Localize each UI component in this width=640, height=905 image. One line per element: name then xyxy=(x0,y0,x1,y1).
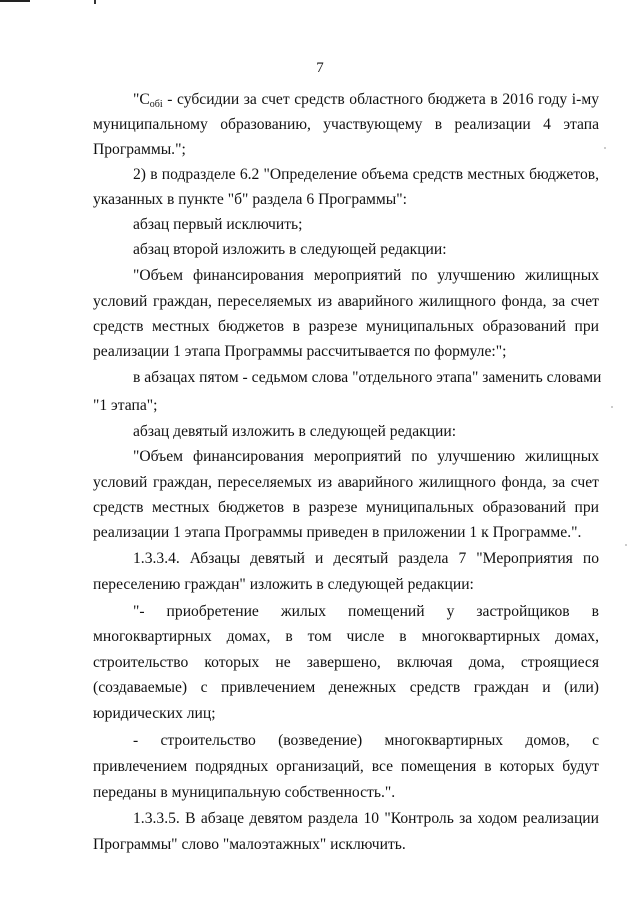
text-line: Программы."; xyxy=(93,141,186,158)
scan-mark xyxy=(0,0,30,2)
text-line: средств местных бюджетов в разрезе муниципальных образований при xyxy=(93,318,599,335)
scan-speck xyxy=(625,544,627,546)
text-line: абзац первый исключить; xyxy=(133,216,303,233)
scan-speck xyxy=(604,147,606,149)
text-line: 1.3.3.5. В абзаце девятом раздела 10 "Контроль за ходом реализации xyxy=(133,810,599,827)
text-line: "1 этапа"; xyxy=(93,397,158,414)
text-line: указанных в пункте "б" раздела 6 Программы": xyxy=(93,191,407,208)
text-line: 1.3.3.4. Абзацы девятый и десятый раздела 7 "Мероприятия по xyxy=(133,550,599,567)
text-line: Программы" слово "малоэтажных" исключить. xyxy=(93,836,406,853)
text-line: привлечением подрядных организаций, все помещения в которых будут xyxy=(93,758,599,775)
text-line: "Объем финансирования мероприятий по улучшению жилищных xyxy=(133,448,599,465)
text-line: реализации 1 этапа Программы рассчитывается по формуле:"; xyxy=(93,343,507,360)
text-line: реализации 1 этапа Программы приведен в приложении 1 к Программе.". xyxy=(93,524,582,541)
scan-tick xyxy=(94,0,96,4)
text-line: переданы в муниципальную собственность.". xyxy=(93,784,396,801)
text-line: переселению граждан" изложить в следующей редакции: xyxy=(93,576,474,593)
text-line: многоквартирных домах, в том числе в многоквартирных домах, xyxy=(93,628,599,645)
text-line: - строительство (возведение) многоквартирных домов, с xyxy=(133,732,599,749)
page-number: 7 xyxy=(316,60,324,76)
text-line: в абзацах пятом - седьмом слова "отдельного этапа" заменить словами xyxy=(133,369,602,386)
formula-definition-line: "$С_{обi}$ - субсидии за счет средств областного бюджета в 2016 году i-му xyxy=(133,91,599,110)
text-line: условий граждан, переселяемых из аварийного жилищного фонда, за счет xyxy=(93,474,599,491)
text-line: средств местных бюджетов в разрезе муниципальных образований при xyxy=(93,499,599,516)
text-line: юридических лиц; xyxy=(93,705,216,722)
text-line: муниципальному образованию, участвующему в реализации 4 этапа xyxy=(93,116,599,133)
text-line: строительство которых не завершено, включая дома, строящиеся xyxy=(93,654,599,671)
text-line: абзац девятый изложить в следующей редакции: xyxy=(133,423,457,440)
scan-speck xyxy=(611,406,613,408)
text-line: 2) в подразделе 6.2 "Определение объема средств местных бюджетов, xyxy=(133,166,599,183)
text-line: (создаваемые) с привлечением денежных средств граждан и (или) xyxy=(93,679,599,696)
text-line: условий граждан, переселяемых из аварийного жилищного фонда, за счет xyxy=(93,293,599,310)
text-line: "Объем финансирования мероприятий по улучшению жилищных xyxy=(133,267,599,284)
text-line: "- приобретение жилых помещений у застройщиков в xyxy=(133,603,599,620)
text-line: абзац второй изложить в следующей редакции: xyxy=(133,241,447,258)
